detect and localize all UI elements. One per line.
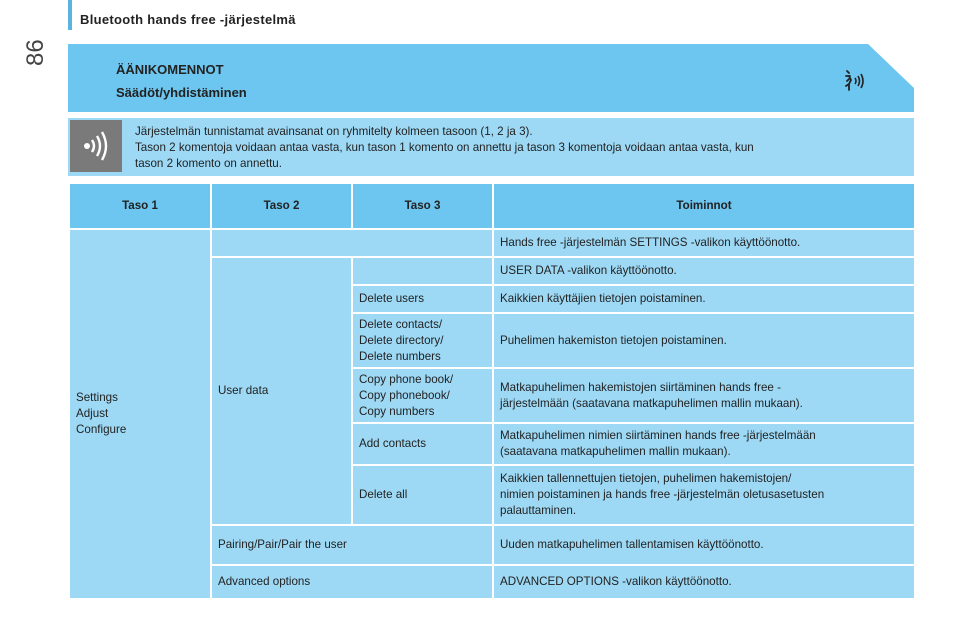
action-cell — [493, 423, 915, 465]
level3-line: Delete contacts/ — [359, 317, 443, 331]
table-row — [69, 229, 915, 257]
page-header: Bluetooth hands free -järjestelmä — [80, 12, 296, 27]
action-cell: ADVANCED OPTIONS -valikon käyttöönotto. — [493, 565, 915, 599]
info-line: Järjestelmän tunnistamat avainsanat on ryhmitelty kolmeen tasoon (1, 2 ja 3). — [135, 125, 533, 138]
level3-line: Delete directory/ — [359, 333, 444, 347]
level3-cell — [352, 465, 493, 525]
action-cell — [493, 465, 915, 525]
action-line: palauttaminen. — [500, 504, 577, 517]
page-number: 86 — [22, 39, 49, 66]
action-line: järjestelmään (saatavana matkapuhelimen mallin mukaan). — [500, 396, 803, 410]
action-line: Matkapuhelimen nimien siirtäminen hands free -järjestelmään — [500, 429, 816, 442]
level1-item: Configure — [76, 423, 127, 436]
info-line: Tason 2 komentoja voidaan antaa vasta, kun tason 1 komento on annettu ja tason 3 komentoja voidaan antaa vasta, kun — [135, 141, 754, 154]
action-cell: Uuden matkapuhelimen tallentamisen käyttöönotto. — [493, 525, 915, 565]
level2-cell: Pairing/Pair/Pair the user — [211, 525, 493, 565]
voice-command-table — [68, 182, 916, 600]
level3-line: Copy numbers — [359, 404, 435, 418]
header-accent-bar — [68, 0, 72, 30]
level3-cell — [352, 423, 493, 465]
column-header: Taso 1 — [69, 183, 211, 229]
level3-cell — [352, 368, 493, 423]
action-cell — [493, 313, 915, 368]
voice-command-icon — [842, 68, 868, 94]
level3-line: Copy phone book/ — [359, 372, 454, 386]
level3-line: Copy phonebook/ — [359, 388, 450, 402]
level3-cell — [352, 313, 493, 368]
level1-item: Adjust — [76, 407, 109, 420]
section-subtitle: Säädöt/yhdistäminen — [116, 85, 247, 100]
info-text — [135, 124, 895, 172]
table-header-row — [69, 183, 915, 229]
empty-cell — [211, 229, 493, 257]
action-line: nimien poistaminen ja hands free -järjestelmän oletusasetusten — [500, 488, 825, 501]
sound-waves-icon — [70, 120, 122, 172]
section-banner — [68, 44, 914, 112]
action-line: (saatavana matkapuhelimen mallin mukaan). — [500, 445, 731, 458]
level3-cell — [352, 285, 493, 313]
info-line: tason 2 komento on annettu. — [135, 157, 282, 170]
level1-item: Settings — [76, 391, 118, 404]
action-cell: USER DATA -valikon käyttöönotto. — [493, 257, 915, 285]
empty-cell — [352, 257, 493, 285]
action-line: Kaikkien käyttäjien tietojen poistaminen. — [500, 292, 706, 305]
level2-cell: Advanced options — [211, 565, 493, 599]
action-line: Puhelimen hakemiston tietojen poistaminen. — [500, 333, 727, 347]
action-line: Kaikkien tallennettujen tietojen, puhelimen hakemistojen/ — [500, 472, 792, 485]
column-header: Toiminnot — [493, 183, 915, 229]
level3-line: Add contacts — [359, 437, 427, 450]
section-title: ÄÄNIKOMENNOT — [116, 62, 224, 77]
level2-cell: User data — [211, 257, 352, 525]
level3-line: Delete users — [359, 292, 425, 305]
level3-line: Delete all — [359, 488, 408, 501]
action-cell — [493, 368, 915, 423]
action-line: Matkapuhelimen hakemistojen siirtäminen hands free - — [500, 380, 781, 394]
level1-cell — [69, 229, 211, 599]
action-cell: Hands free -järjestelmän SETTINGS -valikon käyttöönotto. — [493, 229, 915, 257]
column-header: Taso 2 — [211, 183, 352, 229]
action-cell — [493, 285, 915, 313]
info-icon-box — [70, 120, 122, 172]
column-header: Taso 3 — [352, 183, 493, 229]
level3-line: Delete numbers — [359, 349, 441, 363]
